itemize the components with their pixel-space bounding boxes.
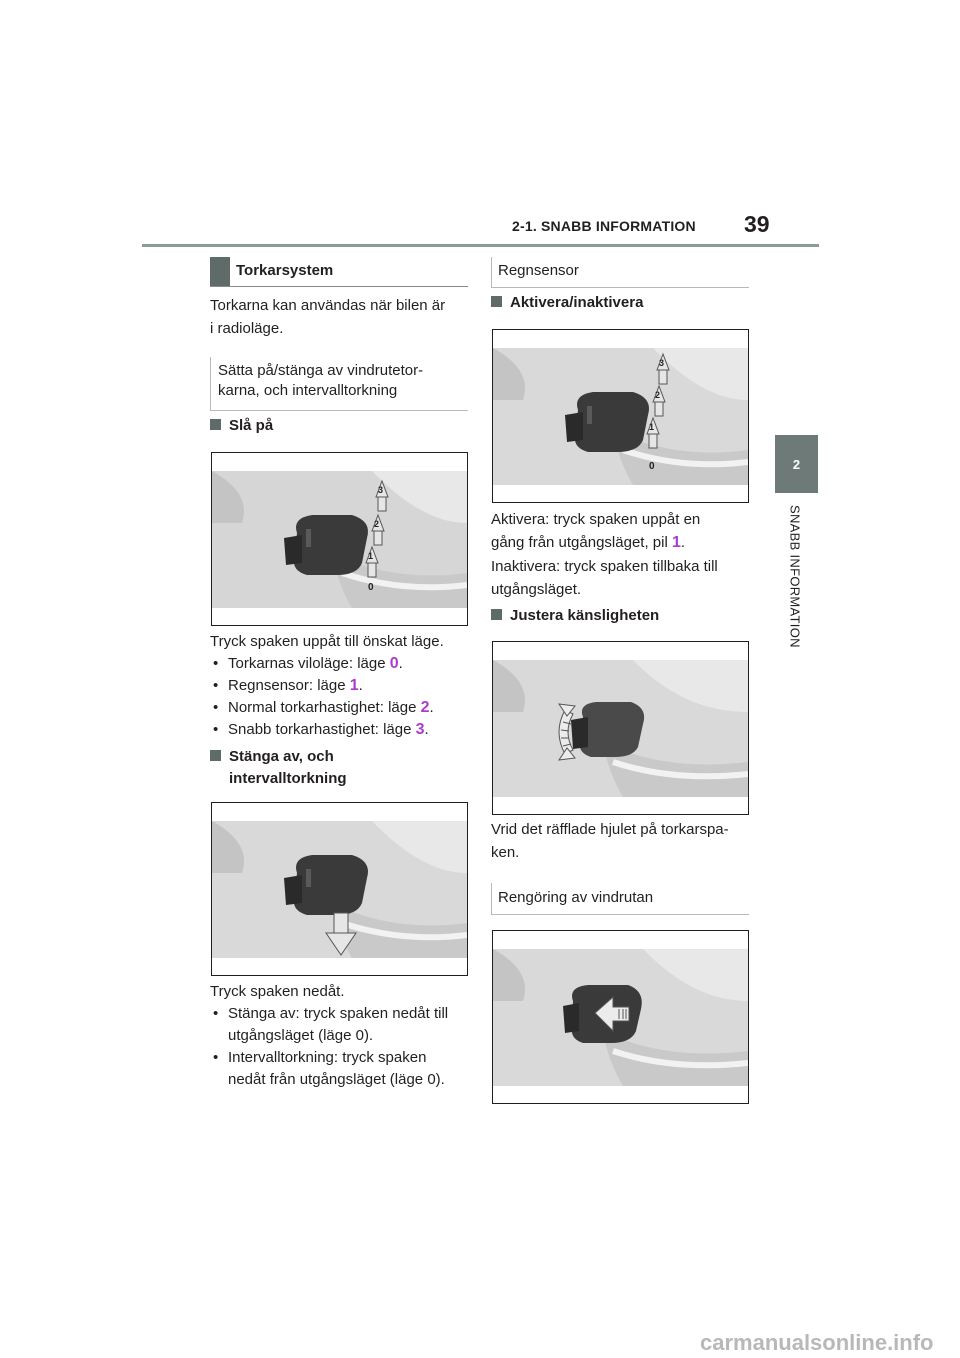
figure3-label-1: 1	[649, 422, 655, 432]
heading-stanga	[210, 746, 347, 790]
list-item	[210, 653, 470, 675]
title-rengoring: Rengöring av vindrutan	[498, 889, 654, 906]
square-bullet-icon	[491, 609, 502, 620]
title-marker	[210, 257, 230, 286]
subtitle-text	[218, 361, 423, 401]
position-end: .	[358, 677, 363, 694]
figure-washer	[492, 930, 749, 1104]
subtitle-line-1: Sätta på/stänga av vindrutetor-	[218, 362, 424, 379]
heading-justera	[491, 607, 659, 624]
figure3-label-0: 0	[649, 461, 655, 472]
figure-wiper-down	[211, 802, 468, 976]
off-list	[210, 1003, 472, 1091]
off-item-line: nedåt från utgångsläget (läge 0).	[228, 1071, 445, 1088]
chapter-label: SNABB INFORMATION	[787, 505, 803, 648]
figure1-label-1: 1	[368, 551, 374, 561]
position-number: 0	[389, 655, 399, 672]
vrid-line-2: ken.	[491, 844, 520, 861]
position-text: Torkarnas viloläge: läge	[228, 655, 390, 672]
position-text: Snabb torkarhastighet: läge	[228, 721, 416, 738]
text-aktivera	[491, 508, 753, 554]
heading-sla-pa	[210, 417, 273, 434]
text-tryck-upp: Tryck spaken uppåt till önskat läge.	[210, 633, 444, 650]
aktivera-line-2-text: gång från utgångsläget, pil	[491, 534, 672, 551]
watermark: carmanualsonline.info	[700, 1330, 934, 1355]
intro-text	[210, 294, 470, 340]
heading-stanga-line-1	[210, 746, 347, 768]
inaktivera-line-1: Inaktivera: tryck spaken tillbaka till	[491, 558, 718, 575]
list-item	[210, 697, 470, 719]
page-number: 39	[744, 211, 770, 237]
figure-rain-sensor	[492, 329, 749, 503]
washer-illustration	[493, 931, 748, 1103]
position-end: .	[429, 699, 434, 716]
title-box-torkarsystem	[210, 257, 468, 287]
figure3-label-3: 3	[659, 358, 665, 368]
title-torkarsystem: Torkarsystem	[236, 262, 334, 279]
position-end: .	[424, 721, 429, 738]
heading-aktivera-label: Aktivera/inaktivera	[510, 294, 644, 311]
heading-aktivera	[491, 294, 643, 311]
rain-sensor-illustration	[493, 330, 748, 502]
position-text: Regnsensor: läge	[228, 677, 350, 694]
title-box-regnsensor	[491, 257, 749, 288]
heading-sla-pa-label: Slå på	[229, 417, 274, 434]
position-number: 3	[415, 721, 425, 738]
text-inaktivera	[491, 555, 753, 601]
chapter-vertical-label	[780, 505, 810, 675]
heading-stanga-line-2: intervalltorkning	[229, 770, 347, 787]
figure1-label-2: 2	[374, 519, 380, 529]
position-number: 2	[420, 699, 430, 716]
figure3-label-2: 2	[655, 390, 661, 400]
list-item	[210, 1003, 472, 1047]
intro-line-2: i radioläge.	[210, 320, 284, 337]
title-regnsensor: Regnsensor	[498, 262, 579, 279]
vrid-line-1: Vrid det räfflade hjulet på torkarspa-	[491, 821, 729, 838]
square-bullet-icon	[210, 750, 221, 761]
list-item	[210, 719, 470, 741]
position-end: .	[398, 655, 403, 672]
figure1-label-3: 3	[378, 485, 384, 495]
square-bullet-icon	[491, 296, 502, 307]
aktivera-arrow-number: 1	[671, 534, 681, 551]
text-tryck-ned: Tryck spaken nedåt.	[210, 983, 345, 1000]
title-box-rengoring	[491, 883, 749, 915]
wiper-lever-illustration	[212, 453, 467, 625]
chapter-tab: 2	[775, 435, 818, 493]
position-number: 1	[349, 677, 359, 694]
off-item-line: utgångsläget (läge 0).	[228, 1027, 374, 1044]
square-bullet-icon	[210, 419, 221, 430]
header-rule	[142, 244, 819, 247]
subtitle-line-2: karna, och intervalltorkning	[218, 382, 398, 399]
list-item	[210, 1047, 472, 1091]
subtitle-box	[210, 357, 468, 411]
off-item-line: • Stänga av: tryck spaken nedåt till	[228, 1005, 449, 1022]
figure1-label-0: 0	[368, 582, 374, 593]
heading-justera-label: Justera känsligheten	[510, 607, 660, 624]
section-title: 2-1. SNABB INFORMATION	[512, 218, 696, 234]
aktivera-line-2	[491, 531, 753, 554]
aktivera-line-1: Aktivera: tryck spaken uppåt en	[491, 511, 701, 528]
aktivera-end: .	[680, 534, 686, 551]
positions-list	[210, 653, 470, 741]
figure-sensitivity	[492, 641, 749, 815]
sensitivity-wheel-illustration	[493, 642, 748, 814]
wiper-lever-down-illustration	[212, 803, 467, 975]
intro-line-1: Torkarna kan användas när bilen är	[210, 297, 446, 314]
inaktivera-line-2: utgångsläget.	[491, 581, 582, 598]
position-text: Normal torkarhastighet: läge	[228, 699, 421, 716]
off-item-line: • Intervalltorkning: tryck spaken	[228, 1049, 427, 1066]
heading-stanga-text-1: Stänga av, och	[229, 748, 334, 765]
list-item	[210, 675, 470, 697]
text-vrid	[491, 818, 753, 864]
figure-wiper-up	[211, 452, 468, 626]
